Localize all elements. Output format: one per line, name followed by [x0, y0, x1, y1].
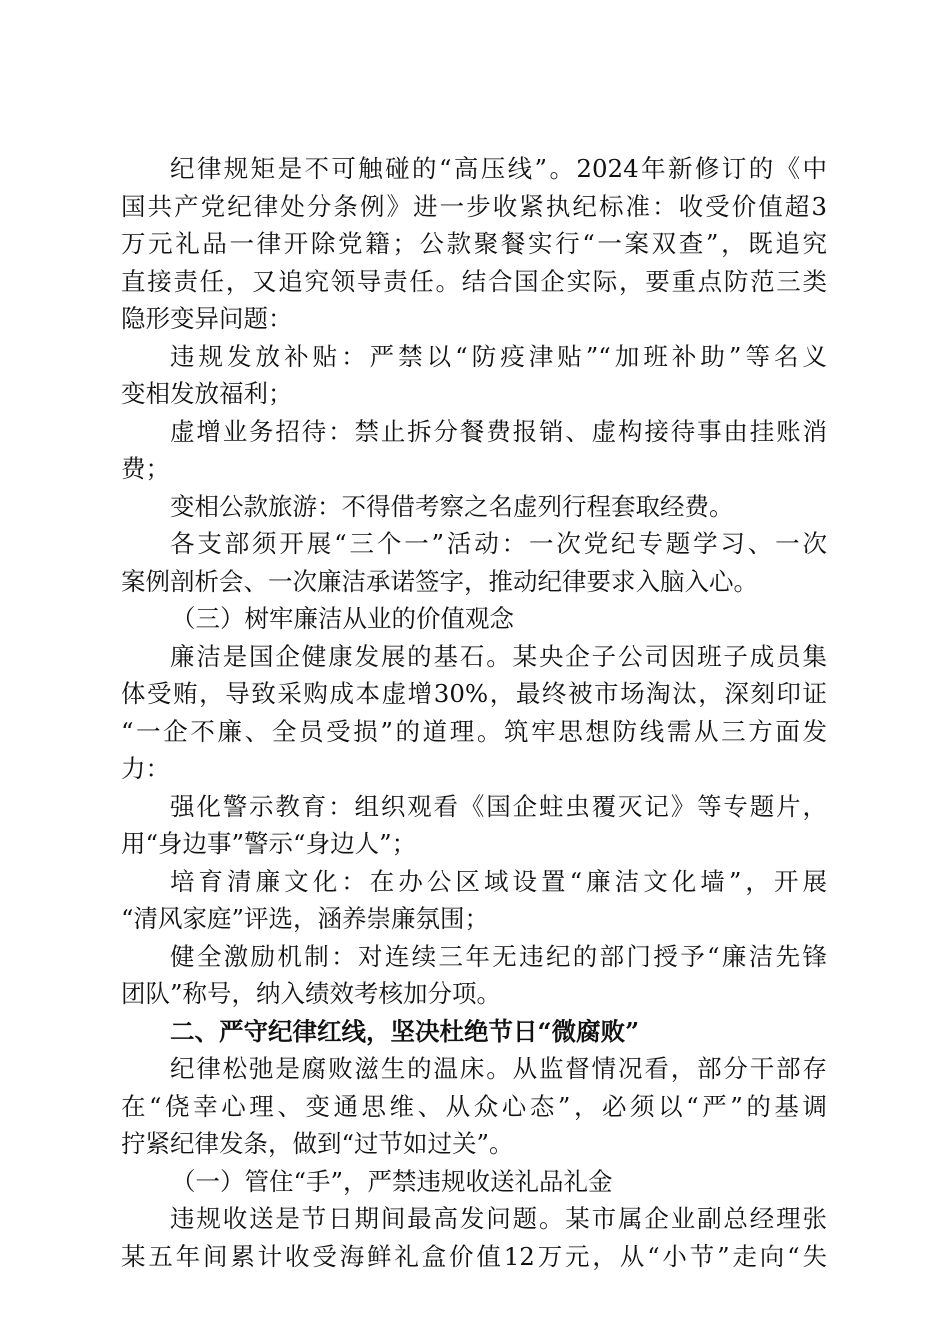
body-text-line: 纪律松弛是腐败滋生的温床。从监督情况看，部分干部存 — [170, 1054, 827, 1083]
subsection-heading: （一）管住“手”，严禁违规收送礼品礼金 — [171, 1166, 613, 1196]
body-text-line: 培育清廉文化：在办公区域设置“廉洁文化墙”，开展 — [170, 866, 827, 896]
body-text-line: 用“身边事”警示“身边人”； — [121, 829, 417, 858]
body-text-line: 国共产党纪律处分条例》进一步收紧执纪标准：收受价值超3 — [121, 191, 827, 221]
body-text-line: 力： — [121, 754, 170, 783]
body-text-line: 直接责任，又追究领导责任。结合国企实际，要重点防范三类 — [121, 266, 827, 296]
body-text-line: “一企不廉、全员受损”的道理。筑牢思想防线需从三方面发 — [121, 716, 827, 746]
body-text-line: 体受贿，导致采购成本虚增30%，最终被市场淘汰，深刻印证 — [121, 679, 827, 708]
body-text-line: 健全激励机制：对连续三年无违纪的部门授予“廉洁先锋 — [170, 941, 827, 971]
section-heading: 二、严守纪律红线，坚决杜绝节日“微腐败” — [170, 1016, 640, 1046]
body-text-line: 各支部须开展“三个一”活动：一次党纪专题学习、一次 — [170, 529, 827, 558]
body-text-line: 费； — [121, 454, 170, 483]
document-body — [121, 150, 827, 1275]
body-text-line: 违规发放补贴：严禁以“防疫津贴”“加班补助”等名义 — [170, 341, 827, 371]
body-text-line: “清风家庭”评选，涵养崇廉氛围； — [121, 904, 490, 933]
body-text-line: 拧紧纪律发条，做到“过节如过关”。 — [121, 1129, 514, 1158]
body-text-line: 变相发放福利； — [121, 379, 293, 408]
body-text-line: 变相公款旅游：不得借考察之名虚列行程套取经费。 — [170, 491, 734, 521]
body-text-line: 纪律规矩是不可触碰的“高压线”。2024年新修订的《中 — [170, 154, 827, 183]
body-text-line: 团队”称号，纳入绩效考核加分项。 — [121, 979, 502, 1008]
body-text-line: 虚增业务招待：禁止拆分餐费报销、虚构接待事由挂账消 — [170, 416, 827, 446]
body-text-line: 强化警示教育：组织观看《国企蛀虫覆灭记》等专题片， — [170, 791, 827, 821]
subsection-heading: （三）树牢廉洁从业的价值观念 — [171, 604, 514, 633]
body-text-line: 万元礼品一律开除党籍；公款聚餐实行“一案双查”，既追究 — [121, 229, 827, 258]
body-text-line: 违规收送是节日期间最高发问题。某市属企业副总经理张 — [170, 1204, 827, 1233]
body-text-line: 某五年间累计收受海鲜礼盒价值12万元，从“小节”走向“失 — [121, 1241, 827, 1271]
body-text-line: 廉洁是国企健康发展的基石。某央企子公司因班子成员集 — [170, 641, 827, 671]
body-text-line: 案例剖析会、一次廉洁承诺签字，推动纪律要求入脑入心。 — [121, 566, 758, 596]
body-text-line: 隐形变异问题： — [121, 304, 293, 333]
body-text-line: 在“侥幸心理、变通思维、从众心态”，必须以“严”的基调 — [121, 1091, 827, 1121]
